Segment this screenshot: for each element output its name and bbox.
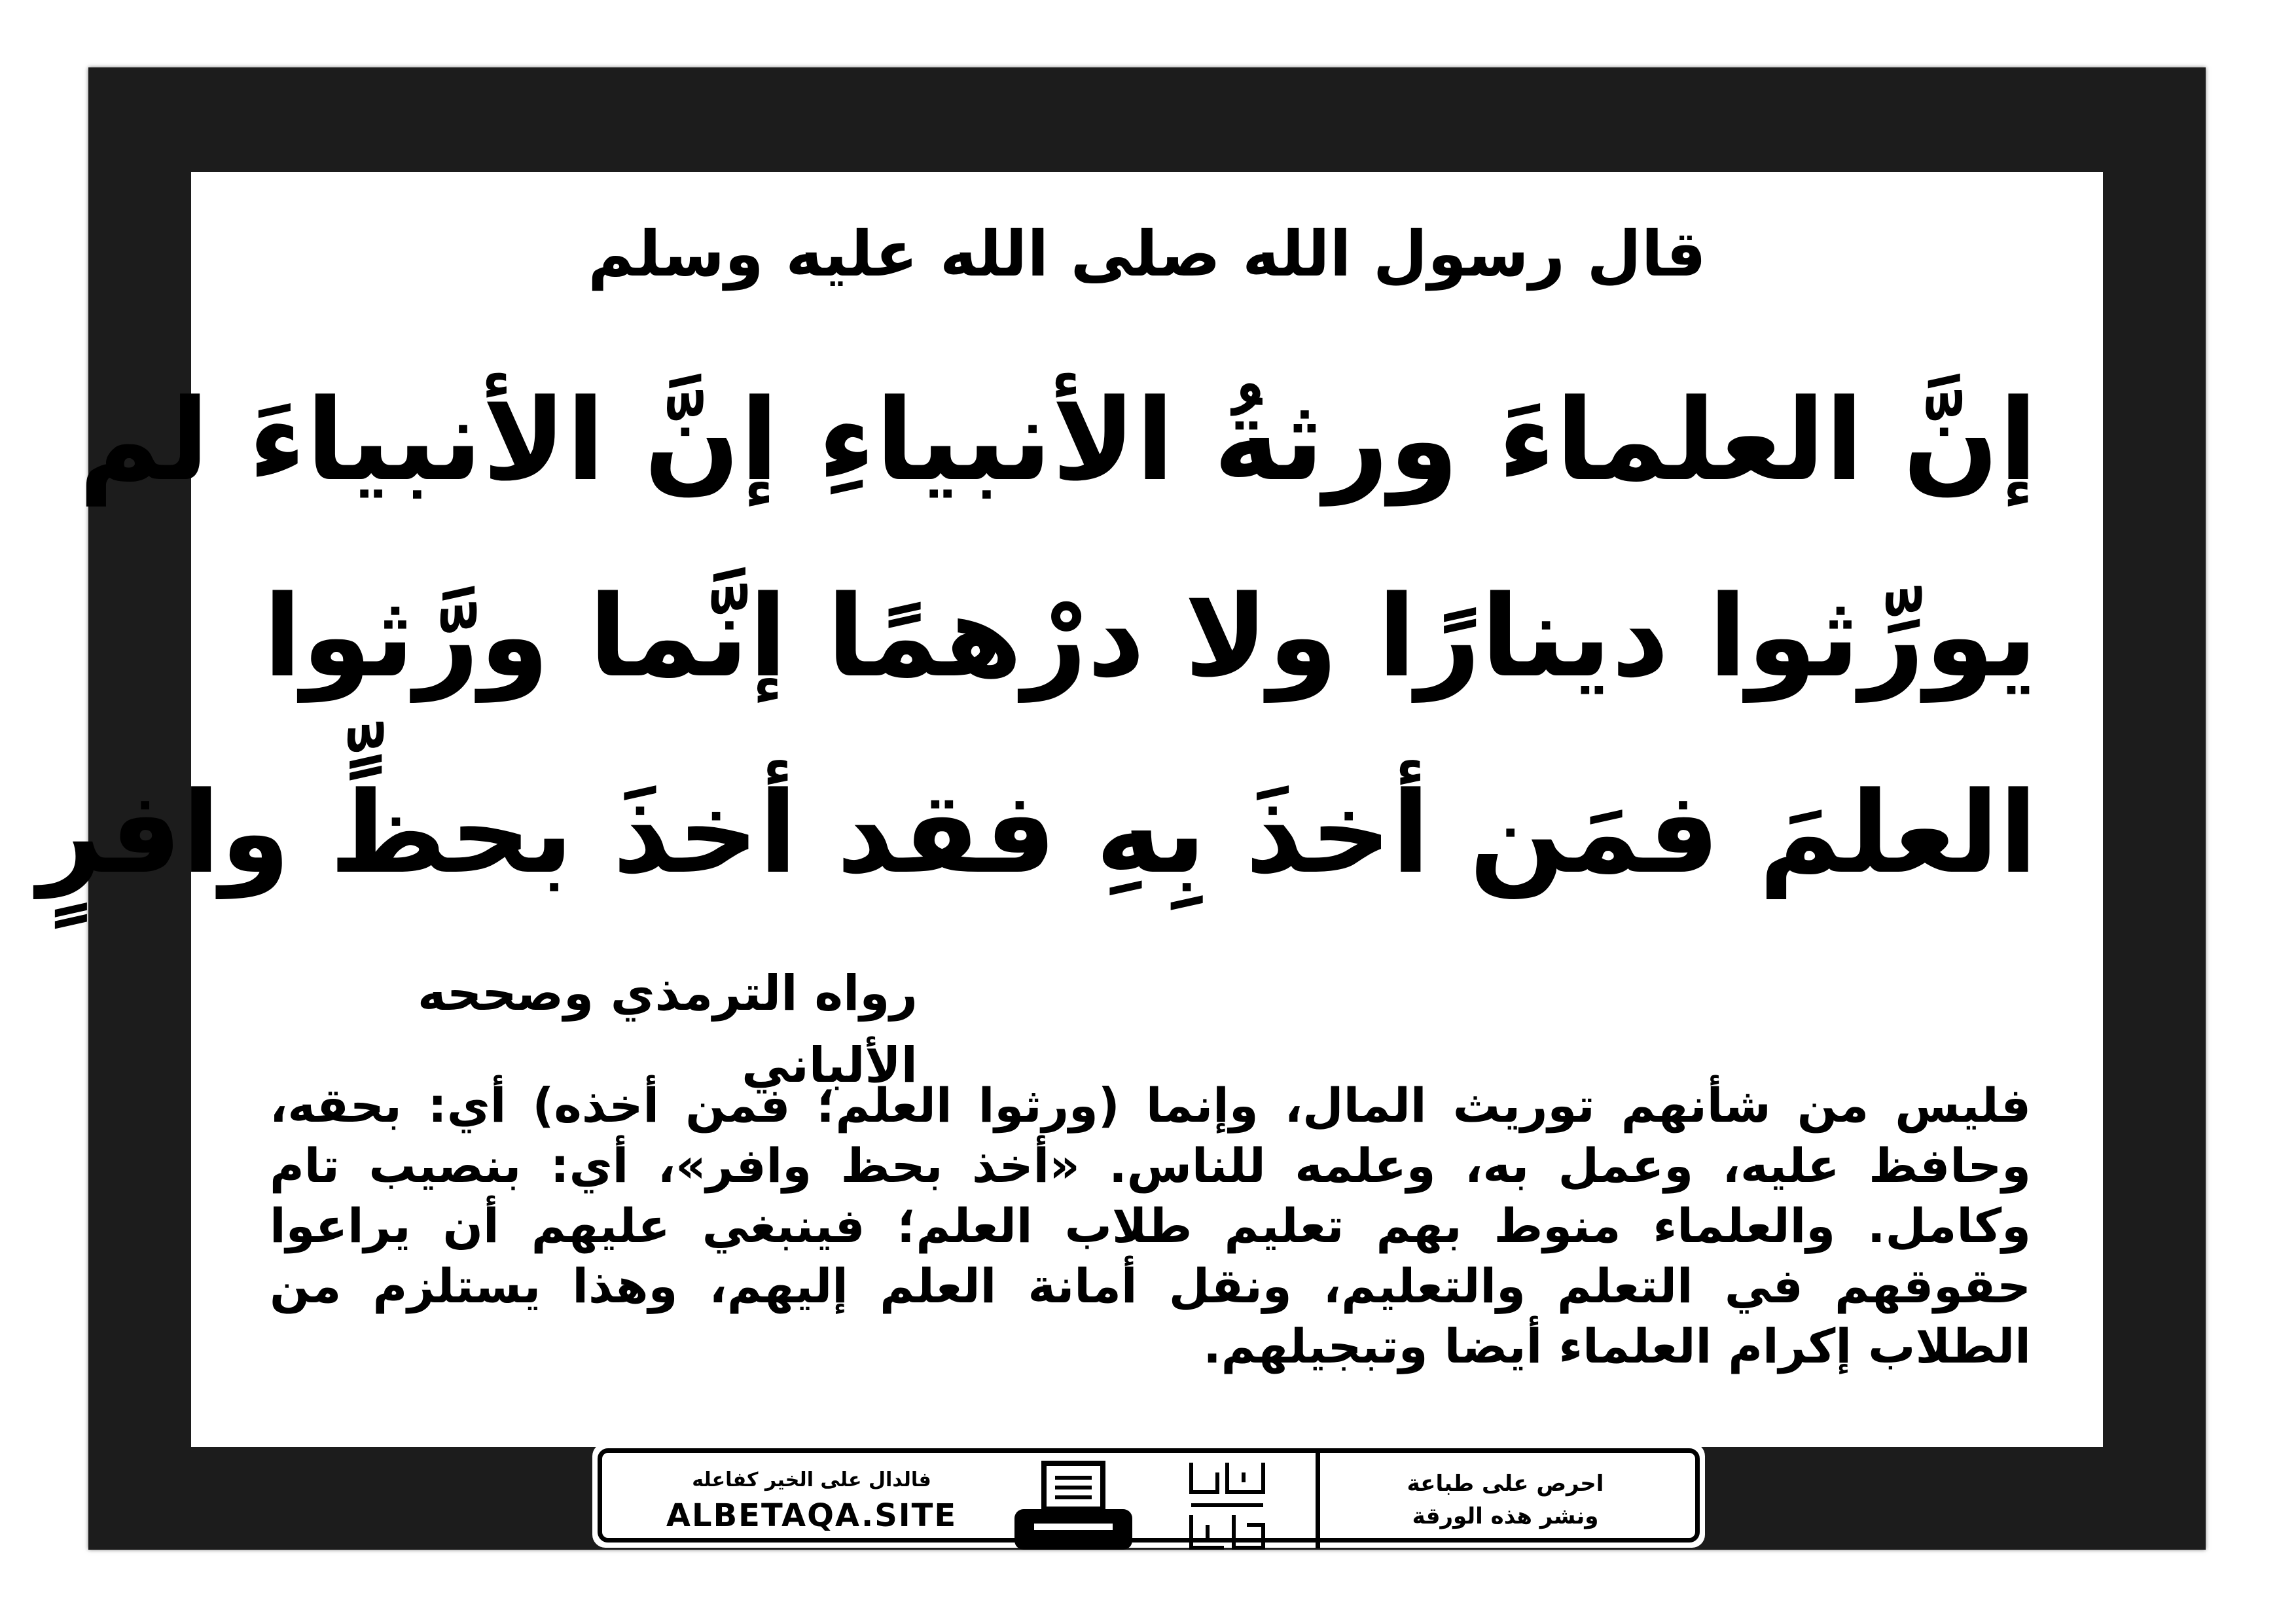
site-url-link[interactable]: ALBETAQA.SITE [666, 1497, 958, 1534]
motto-line-2: ونشر هذه الورقة [1412, 1503, 1599, 1529]
footer-border [598, 1448, 1700, 1543]
hadith-line-2: يورِّثوا دينارًا ولا درْهمًا إنَّما ورَّثوا [263, 571, 2037, 702]
poster-card [37, 172, 2103, 1447]
hadith-explanation: فليس من شأنهم توريث المال، وإنما (ورثوا العلم؛ فمن أخذه) أي: بحقه، وحافظ عليه، وعمل به، وعلمه للناس. «أخذ بحظ وافر»، أي: بنصيب تام وكامل. والعلماء منوط بهم تعليم طلاب العلم؛ فينبغي عليهم أن يراعوا حقوقهم في التعلم والتعليم، ونقل أمانة العلم إليهم، وهذا يستلزم من الطلاب إكرام العلماء أيضا وتبجيلهم. [270, 1078, 2031, 1374]
motto-box [1335, 1467, 1676, 1539]
site-tagline: فالدال على الخير كفاعله [692, 1469, 931, 1491]
footer-divider [1316, 1453, 1320, 1548]
hadith-heading: قال رسول الله صلى الله عليه وسلم [588, 217, 1706, 291]
printer-icon [1008, 1458, 1139, 1556]
motto-line-1: احرص على طباعة [1407, 1471, 1604, 1497]
site-box [622, 1466, 1001, 1538]
footer-banner [592, 1443, 1705, 1548]
hadith-text [37, 342, 2037, 931]
logo-mark [1178, 1453, 1276, 1558]
hadith-source: رواه الترمذي وصححه الألباني [418, 965, 918, 1094]
hadith-line-3: العلمَ فمَن أخذَ بِهِ فقد أخذَ بحظٍّ وافرٍ [37, 767, 2037, 899]
hadith-line-1: إنَّ العلماءَ ورثةُ الأنبياءِ إنَّ الأنبياءَ لم [79, 374, 2037, 506]
